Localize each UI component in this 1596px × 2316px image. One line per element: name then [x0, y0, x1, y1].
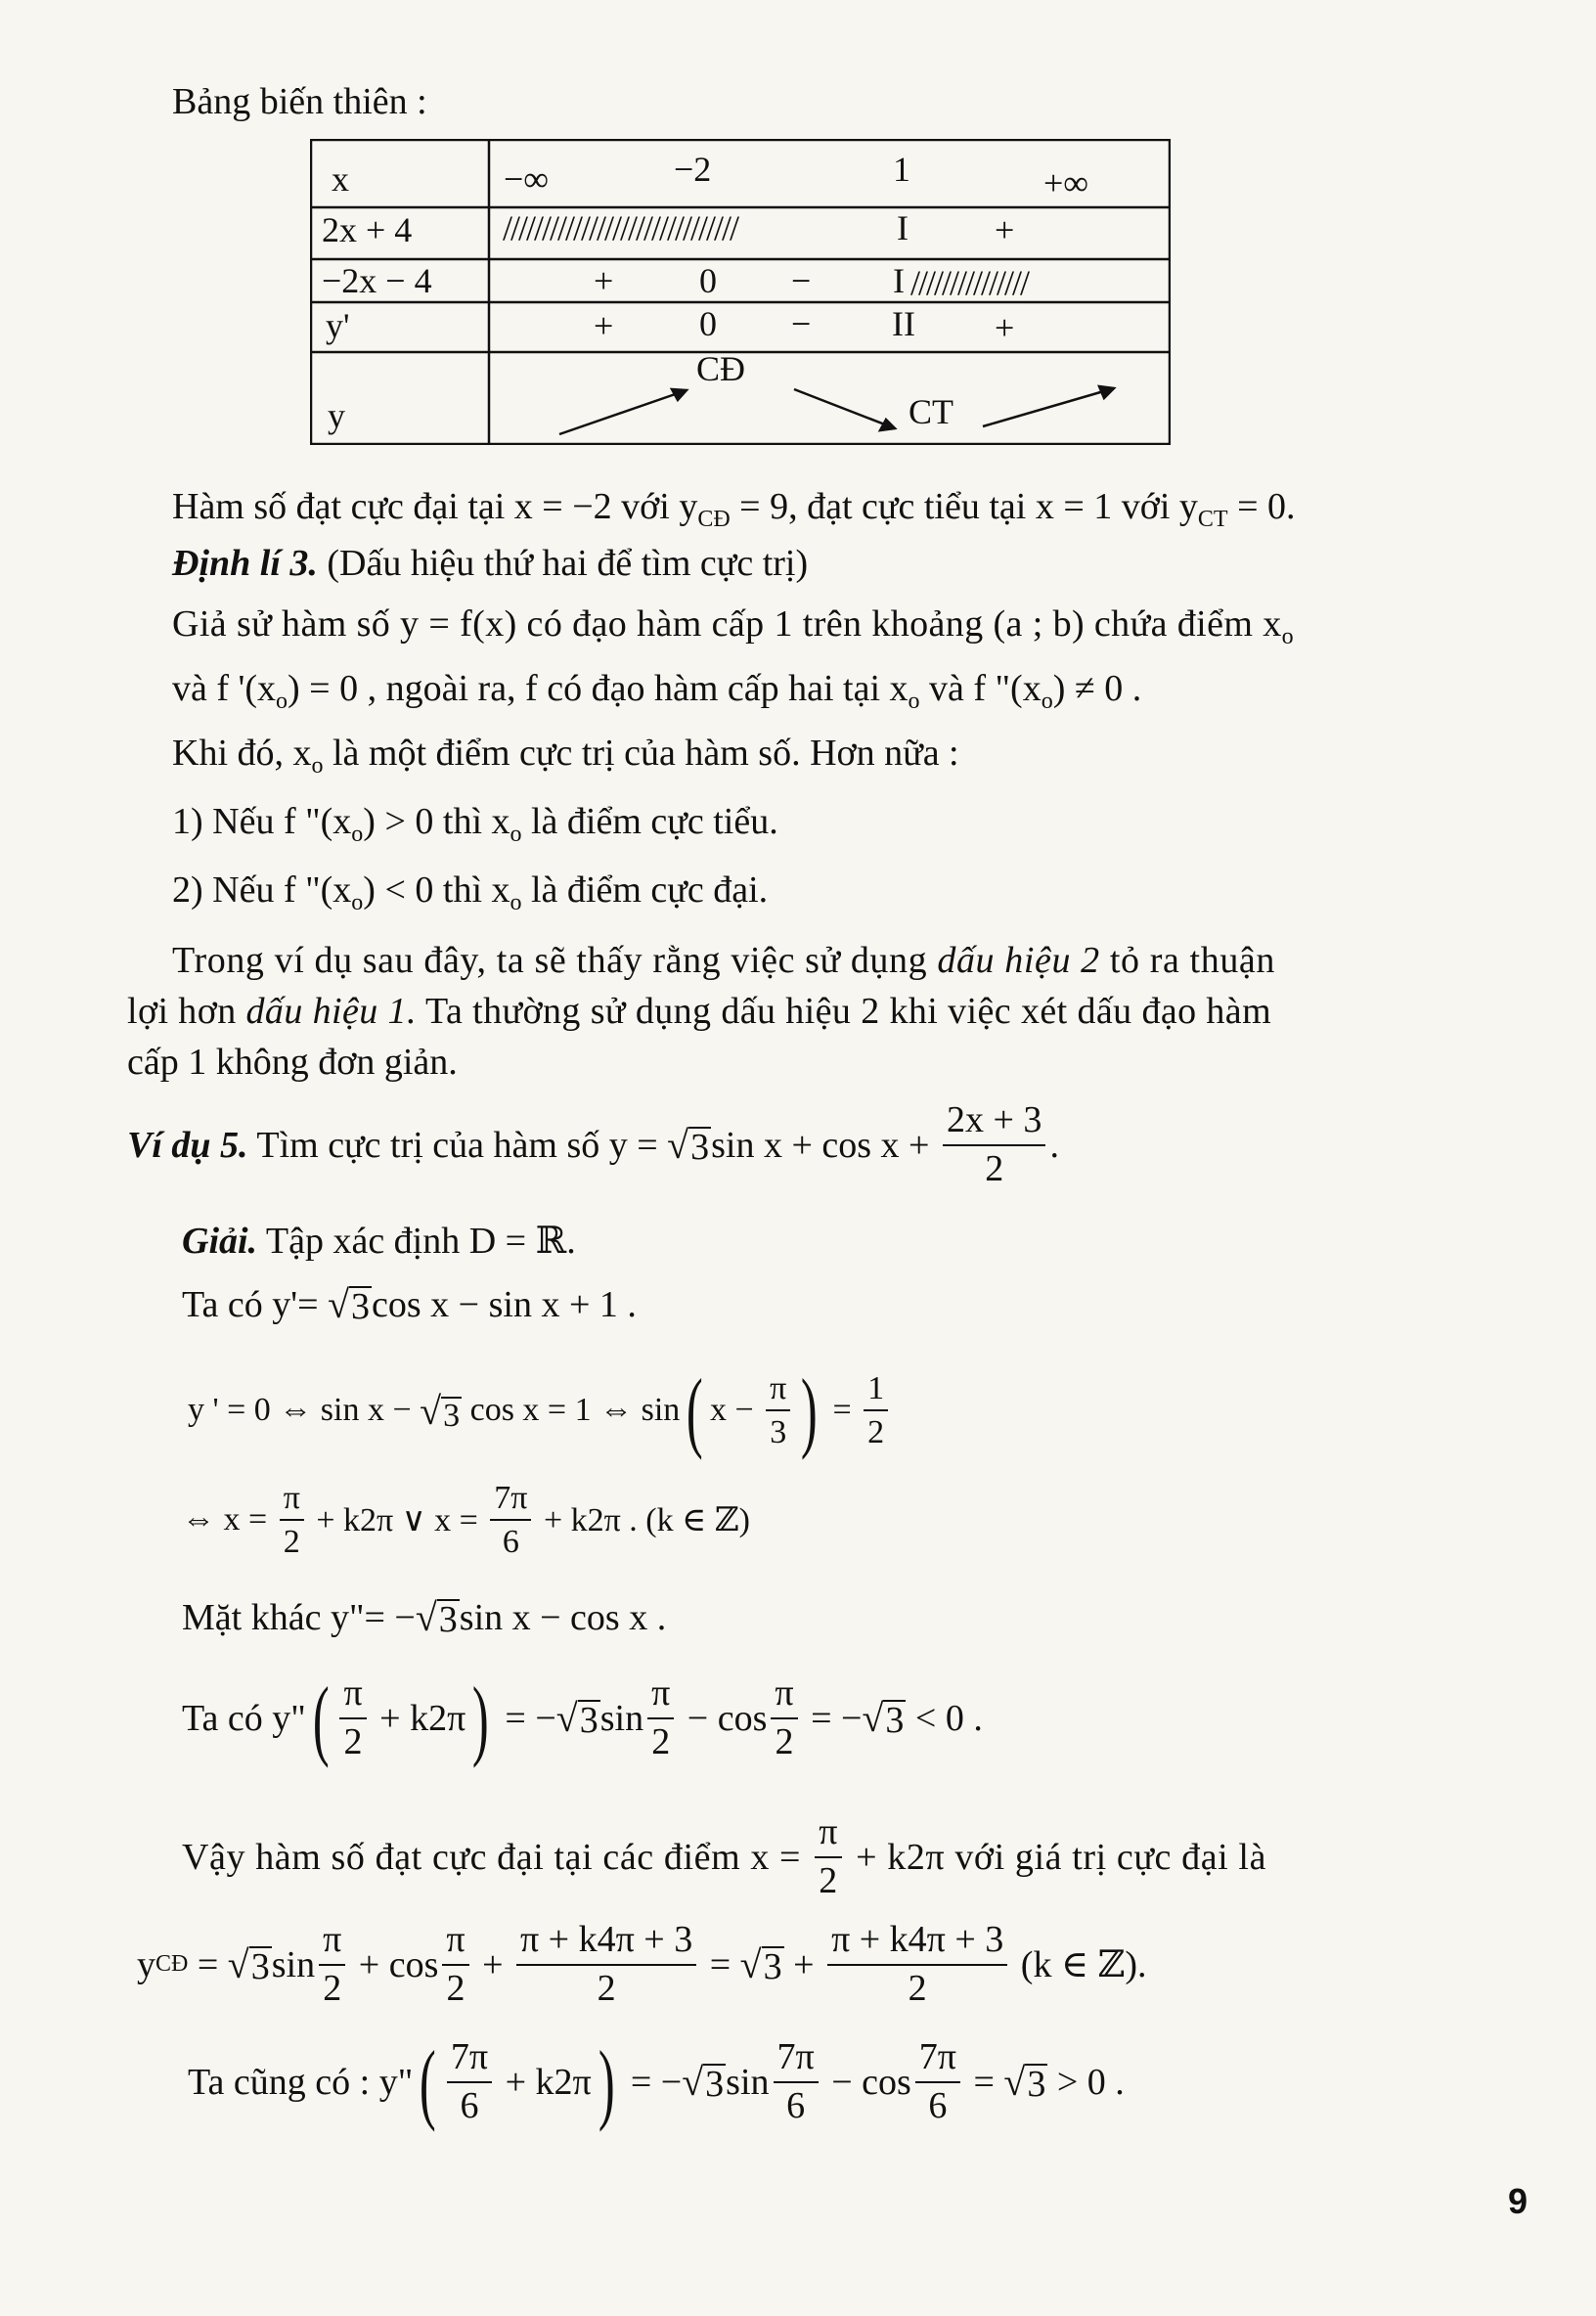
frac-num: π — [280, 1479, 304, 1521]
row4-plus: + — [594, 306, 614, 345]
frac-den: 2 — [867, 1414, 885, 1450]
s7-f: + — [783, 1943, 824, 1985]
row3-hatch: /////////////// — [910, 263, 1029, 302]
t4-a: 1) Nếu f "(x — [172, 801, 352, 842]
frac-num: π — [647, 1672, 674, 1719]
s3-a: ⇔ x = — [182, 1501, 276, 1538]
frac-num: π — [815, 1811, 842, 1858]
row4-plus2: + — [995, 308, 1015, 347]
sqrt-3: √ 3 — [667, 1123, 710, 1169]
p2-l1b: dấu hiệu 2 — [937, 940, 1100, 981]
frac-num: 7π — [490, 1479, 531, 1521]
frac-den: 2 — [283, 1524, 300, 1561]
theorem-desc: (Dấu hiệu thứ hai để tìm cực trị) — [317, 543, 809, 584]
example-text: Tìm cực trị của hàm số y = — [247, 1124, 668, 1166]
frac-num: 7π — [915, 2036, 960, 2083]
example-title: Ví dụ 5. — [127, 1124, 248, 1166]
pi-over-3 — [766, 1369, 790, 1451]
s8-a: Ta cũng có : y" — [188, 2061, 414, 2103]
pi-over-2 — [319, 1919, 345, 2010]
right-paren: ) — [472, 1668, 490, 1768]
t2-d: ) ≠ 0 . — [1052, 668, 1142, 709]
frac-num: π — [442, 1919, 468, 1966]
t4-c: là điểm cực tiểu. — [521, 801, 778, 842]
theorem-line-2 — [172, 667, 1141, 715]
equation-line-2 — [182, 1479, 750, 1561]
t2-sub1: o — [276, 689, 288, 714]
example-rest: sin x + cos x + — [711, 1124, 939, 1166]
frac-den: 2 — [985, 1147, 1004, 1189]
s6-a: Vậy hàm số đạt cực đại tại các điểm x = — [182, 1836, 812, 1878]
variation-table — [310, 139, 1171, 445]
s7-y: y — [137, 1943, 155, 1985]
sqrt-3: √ 3 — [227, 1942, 270, 1988]
row4-bar: II — [892, 304, 915, 343]
s8-e: − cos — [821, 2061, 911, 2103]
row3-plus: + — [594, 261, 614, 300]
p2-l2c: Ta thường sử dụng dấu hiệu 2 khi việc xét dấu đạo hàm — [416, 991, 1272, 1032]
t2-b: ) = 0 , ngoài ra, f có đạo hàm cấp hai tại x — [288, 668, 909, 709]
seven-pi-over-6 — [915, 2036, 960, 2127]
sqrt-arg: 3 — [885, 1700, 905, 1742]
table-grid — [310, 139, 1171, 445]
seven-pi-over-6 — [447, 2036, 492, 2127]
result-text-2: = 9, đạt cực tiểu tại x = 1 với y — [730, 486, 1198, 527]
theorem-case-1 — [172, 800, 778, 848]
row-label-y: y — [328, 396, 345, 435]
s7-e: = — [700, 1943, 740, 1985]
frac-num: 1 — [864, 1369, 888, 1411]
solution-heading — [182, 1219, 576, 1263]
y-cd-sub: CĐ — [697, 507, 731, 532]
solution-title: Giải. — [182, 1221, 258, 1262]
s5-e: − cos — [678, 1697, 768, 1739]
t3-a: Khi đó, x — [172, 733, 312, 774]
left-paren: ( — [687, 1360, 704, 1460]
frac-den: 2 — [597, 1967, 616, 2009]
sqrt-arg: 3 — [763, 1946, 782, 1988]
s5-c: = − — [495, 1697, 556, 1739]
max-fraction — [827, 1919, 1007, 2010]
result-paragraph — [172, 485, 1296, 533]
s5-d: sin — [599, 1697, 644, 1739]
sqrt-3: √ 3 — [862, 1696, 905, 1742]
frac-den: 2 — [819, 1859, 838, 1901]
para2-line-3: cấp 1 không đơn giản. — [127, 1042, 458, 1083]
conclusion-max-line — [182, 1811, 1266, 1902]
s8-b: + k2π — [496, 2061, 592, 2103]
sqrt-3: √ 3 — [415, 1595, 458, 1641]
frac-den: 6 — [460, 2084, 479, 2126]
row2-hatch: ////////////////////////////// — [503, 208, 738, 247]
page-number: 9 — [1508, 2181, 1529, 2221]
row3-zero: 0 — [699, 261, 717, 300]
sqrt-3: √ 3 — [555, 1696, 598, 1742]
s5-g: < 0 . — [906, 1697, 983, 1739]
t5-b: ) < 0 thì x — [363, 869, 510, 911]
frac-den: 6 — [928, 2084, 948, 2126]
row-label-2x4: 2x + 4 — [322, 210, 413, 249]
theorem-line-3 — [172, 732, 959, 779]
s7-d: + — [472, 1943, 512, 1985]
s5-f: = − — [801, 1697, 863, 1739]
t3-b: là một điểm cực trị của hàm số. Hơn nữa : — [323, 733, 959, 774]
row2-sign: + — [995, 210, 1015, 249]
derivative-line — [182, 1281, 637, 1327]
sqrt-arg: 3 — [579, 1700, 598, 1742]
x-pos-inf: +∞ — [1043, 163, 1088, 202]
one-half — [864, 1369, 888, 1451]
s7-sub: CĐ — [155, 1951, 189, 1978]
result-text-1: Hàm số đạt cực đại tại x = −2 với y — [172, 486, 698, 527]
s8-g: > 0 . — [1047, 2061, 1125, 2103]
p2-l1c: tỏ ra thuận — [1099, 940, 1275, 981]
s3-b: + k2π ∨ x = — [307, 1502, 487, 1539]
seven-pi-over-6 — [774, 2036, 819, 2127]
theorem-line-1 — [172, 602, 1294, 650]
frac-den: 2 — [651, 1720, 671, 1762]
example-heading — [127, 1099, 1059, 1190]
t4-sub2: o — [510, 822, 522, 847]
sqrt-3: √ 3 — [739, 1942, 782, 1988]
sqrt-3: √ 3 — [420, 1388, 461, 1434]
x-neg2: −2 — [674, 150, 712, 189]
s7-g: (k ∈ ℤ). — [1011, 1944, 1147, 1986]
s4-a: Mặt khác y"= − — [182, 1596, 416, 1638]
check-min-line — [188, 2031, 1125, 2132]
row4-minus: − — [791, 304, 812, 343]
t2-sub3: o — [1041, 689, 1053, 714]
max-fraction — [516, 1919, 696, 2010]
theorem-title: Định lí 3. — [172, 543, 318, 584]
pi-over-2 — [647, 1672, 674, 1763]
frac-den: 2 — [323, 1967, 342, 2009]
frac-num: π — [339, 1672, 366, 1719]
s3-c: + k2π . (k ∈ ℤ) — [535, 1502, 750, 1539]
theorem-case-2 — [172, 868, 768, 916]
frac-num: π — [766, 1369, 790, 1411]
frac-den: 2 — [446, 1967, 466, 2009]
frac-num: π — [319, 1919, 345, 1966]
sqrt-arg: 3 — [705, 2064, 725, 2106]
s6-b: + k2π với giá trị cực đại là — [846, 1836, 1267, 1878]
t5-c: là điểm cực đại. — [521, 869, 769, 911]
s5-b: + k2π — [370, 1697, 466, 1739]
s2-c: x − — [709, 1392, 763, 1428]
sqrt-arg: 3 — [351, 1286, 371, 1328]
sqrt-arg: 3 — [1027, 2064, 1046, 2106]
para2-line-1 — [172, 939, 1275, 982]
s8-d: sin — [726, 2061, 770, 2103]
s1-a: Ta có y'= — [182, 1283, 329, 1325]
frac-den: 3 — [770, 1414, 787, 1450]
p2-l2a: lợi hơn — [127, 991, 246, 1032]
s2-d: = — [823, 1392, 861, 1428]
t5-sub2: o — [510, 890, 522, 915]
t3-sub: o — [311, 753, 324, 779]
right-paren: ) — [801, 1360, 819, 1460]
max-label: CĐ — [696, 349, 746, 388]
right-paren: ) — [598, 2031, 615, 2132]
equation-line-1 — [188, 1360, 892, 1460]
pi-over-2 — [442, 1919, 468, 2010]
table-title: Bảng biến thiên : — [172, 81, 427, 122]
row3-bar: I — [893, 261, 905, 300]
frac-num: 7π — [774, 2036, 819, 2083]
s4-b: sin x − cos x . — [459, 1596, 667, 1638]
pi-over-2 — [815, 1811, 842, 1902]
t4-b: ) > 0 thì x — [363, 801, 510, 842]
s8-c: = − — [621, 2061, 683, 2103]
frac-den: 6 — [786, 2084, 806, 2126]
pi-over-2 — [771, 1672, 797, 1763]
frac-num: π + k4π + 3 — [827, 1919, 1007, 1966]
frac-den: 2 — [908, 1967, 927, 2009]
example-fraction — [943, 1099, 1045, 1190]
row-label-x: x — [332, 159, 349, 199]
s7-b: sin — [271, 1943, 316, 1985]
t5-sub1: o — [351, 890, 364, 915]
solution-text: Tập xác định D = ℝ. — [257, 1221, 576, 1262]
s2-a: y ' = 0 ⇔ sin x − — [188, 1392, 421, 1428]
s1-b: cos x − sin x + 1 . — [372, 1283, 637, 1325]
t2-c: và f "(x — [919, 668, 1042, 709]
row2-bar: I — [897, 208, 909, 247]
check-max-line — [182, 1668, 983, 1768]
sqrt-arg: 3 — [690, 1127, 710, 1169]
min-label: CT — [909, 392, 954, 431]
s5-a: Ta có y" — [182, 1697, 306, 1739]
row-label-neg2x4: −2x − 4 — [322, 261, 432, 300]
sqrt-3: √ 3 — [1003, 2060, 1046, 2106]
frac-num: 2x + 3 — [943, 1099, 1045, 1146]
sqrt-3: √ 3 — [328, 1282, 371, 1328]
sqrt-arg: 3 — [250, 1946, 270, 1988]
row-label-yprime: y' — [326, 306, 350, 345]
left-paren: ( — [420, 2031, 436, 2132]
x-1: 1 — [893, 150, 910, 189]
frac-den: 2 — [343, 1720, 363, 1762]
s7-c: + cos — [349, 1943, 439, 1985]
frac-den: 6 — [502, 1524, 519, 1561]
t2-a: và f '(x — [172, 668, 277, 709]
t5-a: 2) Nếu f "(x — [172, 869, 352, 911]
t1-text: Giả sử hàm số y = f(x) có đạo hàm cấp 1 trên khoảng (a ; b) chứa điểm x — [172, 603, 1282, 645]
t4-sub1: o — [351, 822, 364, 847]
frac-den: 2 — [775, 1720, 794, 1762]
p2-l1a: Trong ví dụ sau đây, ta sẽ thấy rằng việc sử dụng — [172, 940, 938, 981]
row3-minus: − — [791, 261, 812, 300]
result-text-3: = 0. — [1227, 486, 1296, 527]
t1-sub: o — [1281, 624, 1295, 649]
theorem-heading — [172, 542, 808, 585]
pi-over-2 — [280, 1479, 304, 1561]
s2-b: cos x = 1 ⇔ sin — [462, 1392, 681, 1428]
s7-a: = — [188, 1943, 228, 1985]
frac-num: 7π — [447, 2036, 492, 2083]
second-derivative-line — [182, 1594, 666, 1640]
para2-line-2 — [127, 990, 1271, 1033]
sqrt-arg: 3 — [443, 1397, 461, 1434]
pi-over-2 — [339, 1672, 366, 1763]
y-ct-sub: CT — [1197, 507, 1228, 532]
frac-num: π — [771, 1672, 797, 1719]
sqrt-arg: 3 — [438, 1599, 458, 1641]
t2-sub2: o — [908, 689, 920, 714]
example-end: . — [1049, 1124, 1059, 1166]
max-value-line — [137, 1919, 1146, 2010]
row4-zero: 0 — [699, 304, 717, 343]
sqrt-3: √ 3 — [682, 2060, 725, 2106]
p2-l2b: dấu hiệu 1. — [245, 991, 417, 1032]
seven-pi-over-6 — [490, 1479, 531, 1561]
left-paren: ( — [312, 1668, 330, 1768]
s8-f: = — [963, 2061, 1004, 2103]
x-neg-inf: −∞ — [504, 159, 549, 199]
frac-num: π + k4π + 3 — [516, 1919, 696, 1966]
